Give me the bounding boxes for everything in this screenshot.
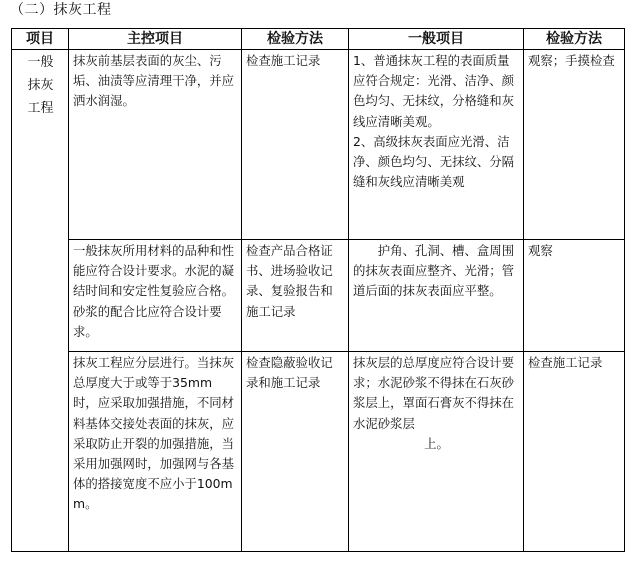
method-1-cell: 检查隐蔽验收记录和施工记录 <box>242 352 349 552</box>
table-row <box>12 352 625 552</box>
main-control-cell: 抹灰前基层表面的灰尘、污垢、油渍等应清理干净，并应洒水润湿。 <box>69 50 242 240</box>
main-control-cell: 抹灰工程应分层进行。当抹灰总厚度大于或等于35mm 时，应采取加强措施，不同材料基体交接处表面的抹灰，应采取防止开裂的加强措施，当采用加强网时，加强网与各基体的搭接宽度不应小于100mm。 <box>69 352 242 552</box>
section-title: （二）抹灰工程 <box>10 2 112 18</box>
general-item-text: 2、高级抹灰表面应光滑、洁净、颜色均匀、无抹纹、分隔缝和灰线应清晰美观 <box>353 133 515 190</box>
method-2-cell: 观察 <box>524 240 625 352</box>
item-cell <box>12 50 69 552</box>
item-line: 一般 <box>27 55 54 70</box>
header-item: 项目 <box>12 29 69 50</box>
method-2-cell: 观察；手摸检查 <box>524 50 625 240</box>
method-2-cell: 检查施工记录 <box>524 352 625 552</box>
main-control-cell: 一般抹灰所用材料的品种和性能应符合设计要求。水泥的凝结时间和安定性复验应合格。砂浆的配合比应符合设计要求。 <box>69 240 242 352</box>
header-method-2: 检验方法 <box>524 29 625 50</box>
general-item-text: 上。 <box>424 435 449 451</box>
inspection-table <box>11 28 625 552</box>
table-row <box>12 240 625 352</box>
general-cell <box>349 50 524 240</box>
general-cell <box>349 352 524 552</box>
header-general: 一般项目 <box>349 29 524 50</box>
table-row <box>12 50 625 240</box>
general-item-text: 抹灰层的总厚度应符合设计要求；水泥砂浆不得抹在石灰砂浆层上，罩面石膏灰不得抹在水泥砂浆层 <box>353 355 515 431</box>
general-item-text: 1、普通抹灰工程的表面质量应符合规定：光滑、洁净、颜色均匀、无抹纹，分格缝和灰线应清晰美观。 <box>353 53 515 129</box>
item-line: 工程 <box>27 101 54 116</box>
method-1-cell: 检查施工记录 <box>242 50 349 240</box>
general-cell <box>349 240 524 352</box>
header-main-control: 主控项目 <box>69 29 242 50</box>
item-line: 抹灰 <box>27 78 54 93</box>
header-method-1: 检验方法 <box>242 29 349 50</box>
general-item-text: 护角、孔洞、槽、盒周围的抹灰表面应整齐、光滑；管道后面的抹灰表面应平整。 <box>353 243 515 299</box>
table-header-row <box>12 29 625 50</box>
method-1-cell: 检查产品合格证书、进场验收记录、复验报告和施工记录 <box>242 240 349 352</box>
